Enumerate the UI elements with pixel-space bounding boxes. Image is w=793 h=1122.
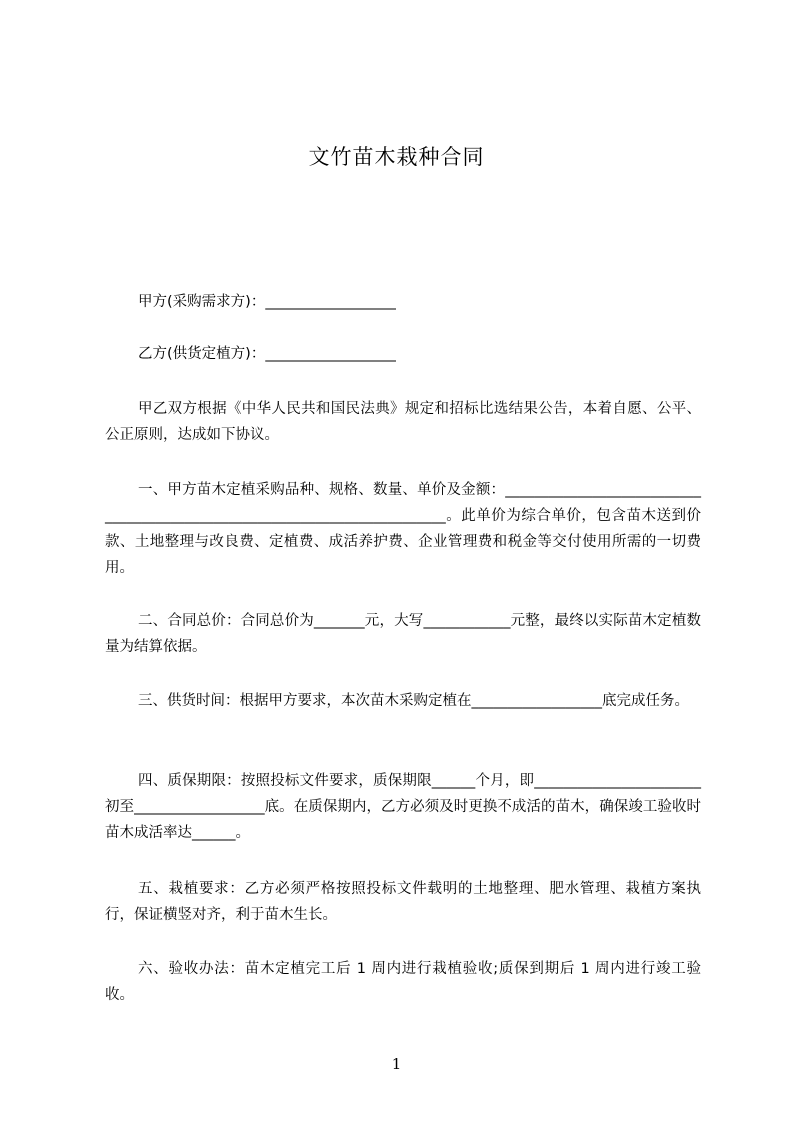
party-b-line: 乙方(供货定植方)：__________________ xyxy=(138,346,396,362)
document-title: 文竹苗木栽种合同 xyxy=(308,145,485,169)
page-number: 1 xyxy=(391,1055,402,1073)
party-a-line: 甲方(采购需求方)：__________________ xyxy=(138,294,396,310)
clause-1: 一、甲方苗木定植采购品种、规格、数量、单价及金额：__________________________________________________________________________。此单价为综合单价，包含苗木送到价款、土地整理与改良费、定植费、成活养护费、企业管理费和税金等交付使用所需的一切费用。 xyxy=(105,482,701,576)
clause-4: 四、质保期限：按照投标文件要求，质保期限______个月，即_______________________初至__________________底。在质保期内，乙方必须及时更换不成活的苗木，确保竣工验收时苗木成活率达______。 xyxy=(105,773,701,841)
clause-2: 二、合同总价：合同总价为_______元，大写____________元整，最终以实际苗木定植数量为结算依据。 xyxy=(105,613,701,655)
clause-6: 六、验收办法：苗木定植完工后 1 周内进行栽植验收;质保到期后 1 周内进行竣工验收。 xyxy=(105,961,701,1003)
clause-5: 五、栽植要求：乙方必须严格按照投标文件载明的土地整理、肥水管理、栽植方案执行，保证横竖对齐，利于苗木生长。 xyxy=(105,881,701,923)
intro-paragraph: 甲乙双方根据《中华人民共和国民法典》规定和招标比选结果公告，本着自愿、公平、公正原则，达成如下协议。 xyxy=(105,401,701,443)
clause-3: 三、供货时间：根据甲方要求，本次苗木采购定植在__________________底完成任务。 xyxy=(138,693,689,709)
